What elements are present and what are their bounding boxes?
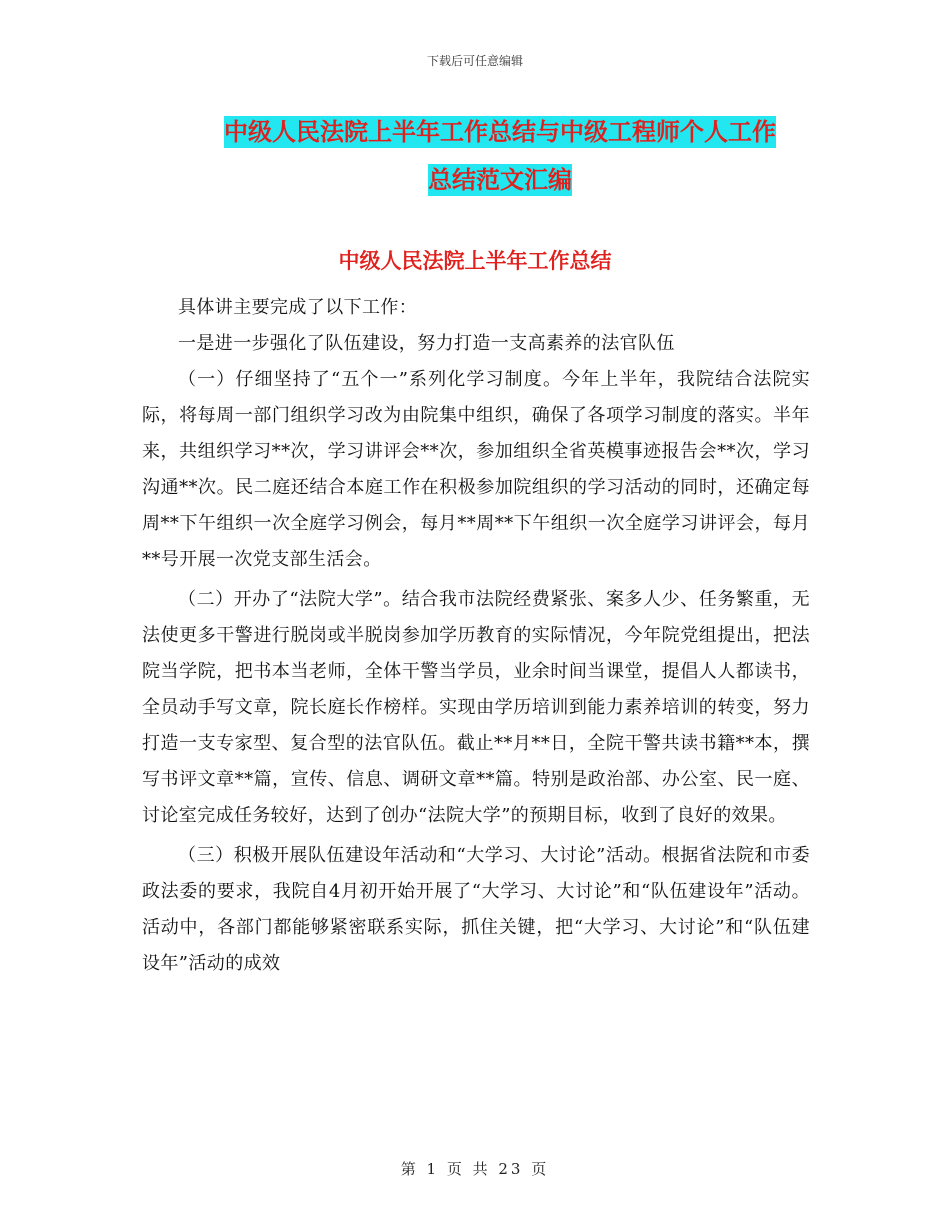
- document-title-line-2: 总结范文汇编: [428, 166, 572, 194]
- paragraph-item-1: （一）仔细坚持了“五个一”系列化学习制度。今年上半年，我院结合法院实际，将每周一部门组织学习改为由院集中组织，确保了各项学习制度的落实。半年来，共组织学习**次，学习讲评会**次，参加组织全省英模事迹报告会**次，学习沟通**次。民二庭还结合本庭工作在积极参加院组织的学习活动的同时，还确定每周**下午组织一次全庭学习例会，每月**周**下午组织一次全庭学习讲评会，每月**号开展一次党支部生活会。: [142, 369, 810, 570]
- document-title-line-1: 中级人民法院上半年工作总结与中级工程师个人工作: [224, 118, 776, 146]
- paragraph-item-3: （三）积极开展队伍建设年活动和“大学习、大讨论”活动。根据省法院和市委政法委的要求，我院自4月初开始开展了“大学习、大讨论”和“队伍建设年”活动。活动中，各部门都能够紧密联系实际，抓住关键，把“大学习、大讨论”和“队伍建设年”活动的成效: [142, 845, 810, 974]
- page-number-footer: 第 1 页 共 23 页: [400, 1160, 550, 1178]
- paragraph-intro: 具体讲主要完成了以下工作：: [178, 297, 418, 318]
- page-header-note: 下载后可任意编辑: [426, 54, 523, 68]
- document-title: [140, 108, 860, 204]
- section-title: 中级人民法院上半年工作总结: [338, 249, 612, 273]
- paragraph-item-2: （二）开办了“法院大学”。结合我市法院经费紧张、案多人少、任务繁重，无法使更多干警进行脱岗或半脱岗参加学历教育的实际情况，今年院党组提出，把法院当学院，把书本当老师，全体干警当学员，业余时间当课堂，提倡人人都读书，全员动手写文章，院长庭长作榜样。实现由学历培训到能力素养培训的转变，努力打造一支专家型、复合型的法官队伍。截止**月**日，全院干警共读书籍**本，撰写书评文章**篇，宣传、信息、调研文章**篇。特别是政治部、办公室、民一庭、讨论室完成任务较好，达到了创办“法院大学”的预期目标，收到了良好的效果。: [142, 589, 810, 826]
- document-body: [142, 290, 810, 982]
- paragraph-point-one: 一是进一步强化了队伍建设，努力打造一支高素养的法官队伍: [178, 333, 675, 354]
